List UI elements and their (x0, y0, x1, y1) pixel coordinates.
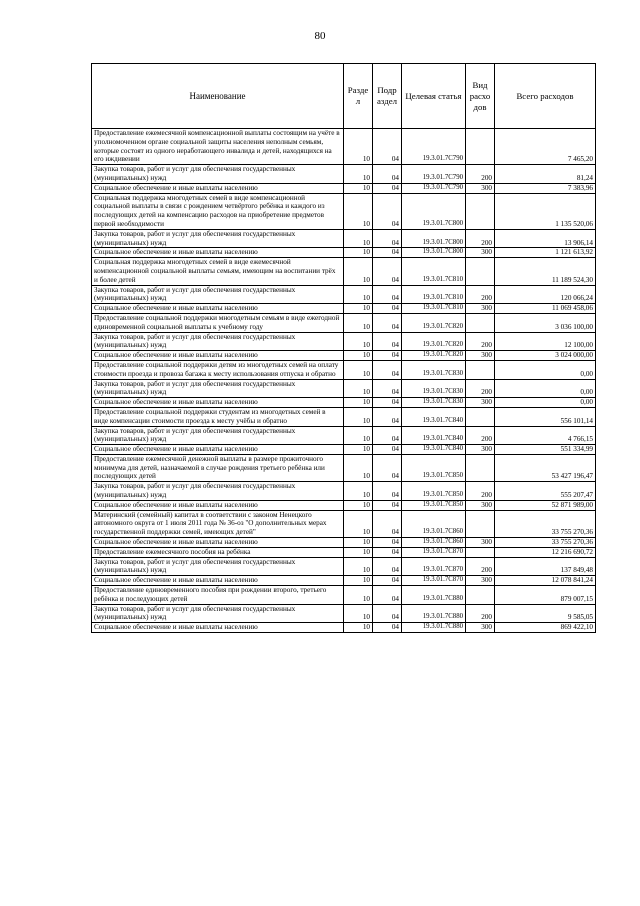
cell-expense-type (466, 510, 495, 537)
header-expense-type: Вид расхо дов (466, 64, 495, 129)
table-body (92, 129, 596, 633)
cell-name: Закупка товаров, работ и услуг для обеспечения государственных (муниципальных) нужд (92, 285, 344, 304)
table-row (92, 304, 596, 314)
cell-target: 19.3.01.7С810 (402, 304, 466, 314)
cell-target: 19.3.01.7С810 (402, 258, 466, 285)
cell-subsection: 04 (373, 538, 402, 548)
cell-section: 10 (344, 500, 373, 510)
table-row (92, 183, 596, 193)
cell-total: 53 427 196,47 (495, 454, 596, 481)
cell-target: 19.3.01.7С840 (402, 426, 466, 445)
cell-total: 81,24 (495, 165, 596, 184)
table-row (92, 586, 596, 605)
cell-name: Закупка товаров, работ и услуг для обеспечения государственных (муниципальных) нужд (92, 426, 344, 445)
cell-name: Социальное обеспечение и иные выплаты населению (92, 500, 344, 510)
cell-section: 10 (344, 604, 373, 623)
cell-expense-type: 200 (466, 604, 495, 623)
cell-subsection: 04 (373, 510, 402, 537)
cell-expense-type: 200 (466, 557, 495, 576)
cell-section: 10 (344, 482, 373, 501)
header-target: Целевая статья (402, 64, 466, 129)
cell-target: 19.3.01.7С830 (402, 398, 466, 408)
cell-expense-type: 300 (466, 500, 495, 510)
cell-section: 10 (344, 623, 373, 633)
cell-total: 9 585,05 (495, 604, 596, 623)
cell-expense-type: 200 (466, 165, 495, 184)
cell-target: 19.3.01.7С870 (402, 557, 466, 576)
cell-name: Социальная поддержка многодетных семей в виде компенсационной социальной выплаты в связи с рождением четвёртого ребёнка и каждого из последующих детей на компенсацию расходов на приобретение предметов первой необходимости (92, 193, 344, 229)
cell-expense-type (466, 547, 495, 557)
cell-total: 137 849,48 (495, 557, 596, 576)
cell-total: 555 207,47 (495, 482, 596, 501)
cell-expense-type: 200 (466, 482, 495, 501)
cell-subsection: 04 (373, 604, 402, 623)
cell-target: 19.3.01.7С840 (402, 407, 466, 426)
table-row (92, 454, 596, 481)
table-row (92, 407, 596, 426)
cell-total: 0,00 (495, 379, 596, 398)
page-number: 80 (314, 30, 326, 42)
cell-target: 19.3.01.7С800 (402, 248, 466, 258)
cell-subsection: 04 (373, 482, 402, 501)
cell-total: 33 755 270,36 (495, 510, 596, 537)
table-row (92, 332, 596, 351)
cell-target: 19.3.01.7С790 (402, 165, 466, 184)
cell-target: 19.3.01.7С880 (402, 586, 466, 605)
cell-expense-type: 300 (466, 351, 495, 361)
cell-target: 19.3.01.7С820 (402, 313, 466, 332)
cell-subsection: 04 (373, 285, 402, 304)
table-row (92, 165, 596, 184)
cell-name: Закупка товаров, работ и услуг для обеспечения государственных (муниципальных) нужд (92, 229, 344, 248)
cell-subsection: 04 (373, 229, 402, 248)
cell-subsection: 04 (373, 426, 402, 445)
table-row (92, 351, 596, 361)
cell-section: 10 (344, 426, 373, 445)
cell-total: 556 101,14 (495, 407, 596, 426)
cell-section: 10 (344, 547, 373, 557)
cell-total: 11 189 524,30 (495, 258, 596, 285)
cell-subsection: 04 (373, 576, 402, 586)
cell-section: 10 (344, 379, 373, 398)
cell-subsection: 04 (373, 258, 402, 285)
cell-expense-type: 200 (466, 379, 495, 398)
cell-name: Социальное обеспечение и иные выплаты населению (92, 183, 344, 193)
cell-subsection: 04 (373, 398, 402, 408)
cell-subsection: 04 (373, 313, 402, 332)
cell-name: Социальное обеспечение и иные выплаты населению (92, 398, 344, 408)
cell-target: 19.3.01.7С880 (402, 623, 466, 633)
cell-section: 10 (344, 398, 373, 408)
cell-subsection: 04 (373, 547, 402, 557)
cell-section: 10 (344, 454, 373, 481)
cell-subsection: 04 (373, 500, 402, 510)
table-row (92, 129, 596, 165)
cell-subsection: 04 (373, 165, 402, 184)
cell-target: 19.3.01.7С800 (402, 193, 466, 229)
header-row (92, 64, 596, 129)
cell-name: Закупка товаров, работ и услуг для обеспечения государственных (муниципальных) нужд (92, 604, 344, 623)
cell-expense-type: 300 (466, 398, 495, 408)
cell-name: Закупка товаров, работ и услуг для обеспечения государственных (муниципальных) нужд (92, 557, 344, 576)
cell-expense-type (466, 407, 495, 426)
cell-total: 13 906,14 (495, 229, 596, 248)
cell-expense-type: 200 (466, 285, 495, 304)
cell-subsection: 04 (373, 454, 402, 481)
cell-section: 10 (344, 183, 373, 193)
header-section: Разде л (344, 64, 373, 129)
cell-total: 12 078 841,24 (495, 576, 596, 586)
cell-expense-type (466, 586, 495, 605)
cell-expense-type (466, 129, 495, 165)
table-row (92, 193, 596, 229)
cell-section: 10 (344, 538, 373, 548)
table-row (92, 445, 596, 455)
cell-section: 10 (344, 304, 373, 314)
cell-total: 869 422,10 (495, 623, 596, 633)
cell-total: 551 334,99 (495, 445, 596, 455)
cell-expense-type: 200 (466, 229, 495, 248)
cell-total: 7 383,96 (495, 183, 596, 193)
cell-target: 19.3.01.7С860 (402, 510, 466, 537)
cell-expense-type: 300 (466, 576, 495, 586)
cell-total: 3 036 100,00 (495, 313, 596, 332)
table-row (92, 360, 596, 379)
cell-section: 10 (344, 229, 373, 248)
cell-expense-type: 300 (466, 304, 495, 314)
cell-expense-type: 200 (466, 426, 495, 445)
cell-section: 10 (344, 165, 373, 184)
cell-name: Социальное обеспечение и иные выплаты населению (92, 538, 344, 548)
cell-name: Социальное обеспечение и иные выплаты населению (92, 445, 344, 455)
table-row (92, 500, 596, 510)
header-subsection: Подр аздел (373, 64, 402, 129)
cell-subsection: 04 (373, 351, 402, 361)
cell-total: 1 135 520,06 (495, 193, 596, 229)
cell-name: Предоставление ежемесячной денежной выплаты в размере прожиточного минимума для детей, назначаемой в случае рождения третьего ребёнка или последующих детей (92, 454, 344, 481)
cell-target: 19.3.01.7С830 (402, 379, 466, 398)
cell-section: 10 (344, 313, 373, 332)
table-row (92, 248, 596, 258)
cell-section: 10 (344, 586, 373, 605)
cell-subsection: 04 (373, 445, 402, 455)
table-row (92, 426, 596, 445)
cell-section: 10 (344, 248, 373, 258)
cell-target: 19.3.01.7С850 (402, 454, 466, 481)
cell-subsection: 04 (373, 183, 402, 193)
cell-subsection: 04 (373, 360, 402, 379)
cell-total: 12 100,00 (495, 332, 596, 351)
cell-name: Социальное обеспечение и иные выплаты населению (92, 576, 344, 586)
table-row (92, 604, 596, 623)
cell-section: 10 (344, 576, 373, 586)
table-row (92, 576, 596, 586)
cell-target: 19.3.01.7С850 (402, 500, 466, 510)
cell-section: 10 (344, 407, 373, 426)
cell-section: 10 (344, 129, 373, 165)
cell-subsection: 04 (373, 304, 402, 314)
cell-subsection: 04 (373, 623, 402, 633)
table-row (92, 623, 596, 633)
cell-total: 120 066,24 (495, 285, 596, 304)
cell-target: 19.3.01.7С880 (402, 604, 466, 623)
cell-target: 19.3.01.7С870 (402, 547, 466, 557)
cell-target: 19.3.01.7С870 (402, 576, 466, 586)
cell-name: Социальное обеспечение и иные выплаты населению (92, 304, 344, 314)
cell-name: Закупка товаров, работ и услуг для обеспечения государственных (муниципальных) нужд (92, 332, 344, 351)
cell-expense-type (466, 454, 495, 481)
cell-name: Предоставление единовременного пособия при рождении второго, третьего ребёнка и последующих детей (92, 586, 344, 605)
cell-name: Предоставление социальной поддержки студентам из многодетных семей в виде компенсации стоимости проезда к месту учёбы и обратно (92, 407, 344, 426)
cell-expense-type: 300 (466, 538, 495, 548)
header-name: Наименование (92, 64, 344, 129)
table-row (92, 510, 596, 537)
table-row (92, 482, 596, 501)
cell-subsection: 04 (373, 407, 402, 426)
cell-total: 52 871 989,00 (495, 500, 596, 510)
cell-total: 0,00 (495, 360, 596, 379)
cell-name: Закупка товаров, работ и услуг для обеспечения государственных (муниципальных) нужд (92, 482, 344, 501)
cell-target: 19.3.01.7С790 (402, 183, 466, 193)
cell-expense-type: 300 (466, 445, 495, 455)
cell-subsection: 04 (373, 129, 402, 165)
cell-total: 33 755 270,36 (495, 538, 596, 548)
cell-name: Закупка товаров, работ и услуг для обеспечения государственных (муниципальных) нужд (92, 165, 344, 184)
cell-total: 879 007,15 (495, 586, 596, 605)
cell-section: 10 (344, 557, 373, 576)
cell-section: 10 (344, 351, 373, 361)
table-row (92, 229, 596, 248)
cell-subsection: 04 (373, 379, 402, 398)
cell-total: 11 069 458,06 (495, 304, 596, 314)
cell-name: Социальное обеспечение и иные выплаты населению (92, 623, 344, 633)
cell-name: Предоставление социальной поддержки детям из многодетных семей на оплату стоимости проезда и провоза багажа к месту использования отпуска и обратно (92, 360, 344, 379)
cell-section: 10 (344, 510, 373, 537)
cell-section: 10 (344, 332, 373, 351)
cell-total: 4 766,15 (495, 426, 596, 445)
cell-section: 10 (344, 360, 373, 379)
cell-expense-type: 300 (466, 183, 495, 193)
table-row (92, 258, 596, 285)
cell-total: 7 465,20 (495, 129, 596, 165)
cell-name: Социальное обеспечение и иные выплаты населению (92, 351, 344, 361)
cell-section: 10 (344, 193, 373, 229)
cell-section: 10 (344, 445, 373, 455)
cell-subsection: 04 (373, 248, 402, 258)
table-row (92, 538, 596, 548)
header-total: Всего расходов (495, 64, 596, 129)
cell-section: 10 (344, 258, 373, 285)
cell-name: Социальная поддержка многодетных семей в виде ежемесячной компенсационной социальной выплаты семьям, имеющим на воспитании трёх и более детей (92, 258, 344, 285)
cell-total: 1 121 613,92 (495, 248, 596, 258)
table-row (92, 398, 596, 408)
cell-expense-type: 200 (466, 332, 495, 351)
table-row (92, 313, 596, 332)
table-row (92, 547, 596, 557)
table-row (92, 557, 596, 576)
cell-target: 19.3.01.7С830 (402, 360, 466, 379)
cell-expense-type (466, 360, 495, 379)
cell-target: 19.3.01.7С820 (402, 332, 466, 351)
cell-total: 12 216 690,72 (495, 547, 596, 557)
cell-target: 19.3.01.7С800 (402, 229, 466, 248)
cell-section: 10 (344, 285, 373, 304)
table-row (92, 379, 596, 398)
cell-name: Предоставление социальной поддержки многодетным семьям в виде ежегодной единовременной социальной выплаты к учебному году (92, 313, 344, 332)
cell-subsection: 04 (373, 193, 402, 229)
cell-name: Материнский (семейный) капитал в соответствии с законом Ненецкого автономного округа от 1 июля 2011 года № 36-оз "О дополнительных мерах государственной поддержки семей, имеющих детей" (92, 510, 344, 537)
cell-target: 19.3.01.7С820 (402, 351, 466, 361)
cell-expense-type (466, 258, 495, 285)
cell-total: 0,00 (495, 398, 596, 408)
cell-total: 3 024 000,00 (495, 351, 596, 361)
table-header (92, 64, 596, 129)
cell-name: Предоставление ежемесячной компенсационной выплаты состоящим на учёте в уполномоченном органе социальной защиты населения неполным семьям, которые состоят из одного неработающего инвалида и детей, находящихся на его иждивении (92, 129, 344, 165)
budget-table (91, 63, 596, 633)
cell-subsection: 04 (373, 332, 402, 351)
cell-name: Закупка товаров, работ и услуг для обеспечения государственных (муниципальных) нужд (92, 379, 344, 398)
table-row (92, 285, 596, 304)
cell-subsection: 04 (373, 557, 402, 576)
cell-name: Предоставление ежемесячного пособия на ребёнка (92, 547, 344, 557)
cell-expense-type (466, 193, 495, 229)
cell-subsection: 04 (373, 586, 402, 605)
cell-target: 19.3.01.7С840 (402, 445, 466, 455)
cell-expense-type: 300 (466, 623, 495, 633)
cell-expense-type (466, 313, 495, 332)
cell-name: Социальное обеспечение и иные выплаты населению (92, 248, 344, 258)
cell-expense-type: 300 (466, 248, 495, 258)
cell-target: 19.3.01.7С850 (402, 482, 466, 501)
cell-target: 19.3.01.7С810 (402, 285, 466, 304)
cell-target: 19.3.01.7С860 (402, 538, 466, 548)
cell-target: 19.3.01.7С790 (402, 129, 466, 165)
